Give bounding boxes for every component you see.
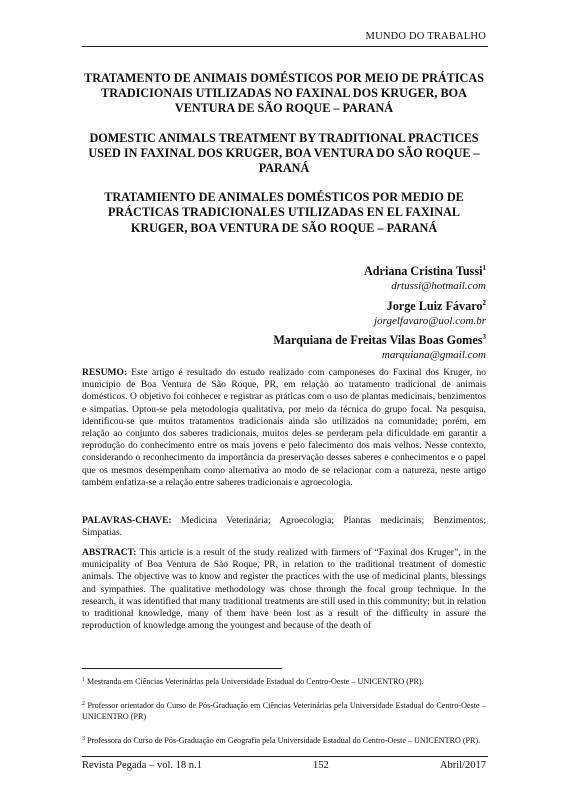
footnote-text: Mestranda em Ciências Veterinárias pela Universidade Estadual do Centro-Oeste – UNICENTRO (PR). xyxy=(85,677,424,686)
author-name: Marquiana de Freitas Vilas Boas Gomes$^3$ xyxy=(273,333,486,347)
footnote xyxy=(82,675,486,687)
footnote xyxy=(82,699,486,722)
page-number: 152 xyxy=(313,760,329,771)
footnote-text: Professor orientador do Curso de Pós-Graduação em Ciências Veterinárias pela Universidade Estadual do Centro-Oeste – UNICENTRO (PR) xyxy=(82,701,486,721)
footnote-number: 3 xyxy=(82,736,85,743)
title-english: DOMESTIC ANIMALS TREATMENT BY TRADITIONAL PRACTICES USED IN FAXINAL DOS KRUGER, BOA VENTURA DO SÃO ROQUE –PARANÁ xyxy=(88,130,480,176)
author-footnote-marker: 3 xyxy=(482,333,486,341)
author-footnote-marker: 1 xyxy=(482,264,486,272)
abstract-label: ABSTRACT: xyxy=(82,547,137,558)
author-email[interactable]: marquiana@gmail.com xyxy=(381,349,486,361)
page-footer xyxy=(82,760,486,771)
footnote-divider xyxy=(82,668,282,669)
author-name: Jorge Luiz Fávaro$^2$ xyxy=(386,298,486,313)
abstract-text: This article is a result of the study realized with farmers of “Faxinal dos Kruger”, in the municipality of Boa Ventura de São Roque, PR, in relation to the traditional treatment of domestic animals. The objective was to know and register the practices with the use of medicinal plants, blessings and sympathies. The qualitative methodology was chose through the focal group technique. In the research, it was identified that many traditional treatments are still used in this community; but in relation to traditional knowledge, many of them have been lost as a result of the difficulty in assure the reproduction of knowledge among the youngest and because of the death of xyxy=(82,547,486,632)
journal-citation: Revista Pegada – vol. 18 n.1 xyxy=(82,760,202,771)
keywords-text: Medicina Veterinária; Agroecologia; Plantas medicinais; Benzimentos; Simpatias. xyxy=(82,515,486,539)
issue-date: Abril/2017 xyxy=(439,760,486,771)
author-block xyxy=(273,260,486,364)
resumo-text: Este artigo é resultado do estudo realizado com camponeses do Faxinal dos Kruger, no município de Boa Ventura de São Roque, PR, em relação ao tratamento tradicional de animais domésticos. O objetivo foi conhecer e registrar as práticas com o uso de plantas medicinais, benzimentos e simpatias. Optou-se pela metodologia qualitativa, por meio da técnica do grupo focal. Na pesquisa, identificou-se que muitos tratamentos tradicionais ainda são utilizados na comunidade; porém, em relação ao conjunto dos saberes tradicionais, muitos deles se perderam pela dificuldade em garantir a reprodução do conhecimento entre os mais jovens e pelo falecimento dos mais velhos. Nesse contexto, considerando o reconhecimento da importância da preservação desses saberes e conhecimentos e o papel que os mesmos desempenham como alternativa ao modo de se relacionar com a natureza, neste artigo também enfatiza-se a relação entre saberes tradicionais e agroecologia. xyxy=(82,367,486,488)
resumo-paragraph xyxy=(82,367,486,489)
abstract-paragraph xyxy=(82,547,486,632)
title-spanish: TRATAMIENTO DE ANIMALES DOMÉSTICOS POR MEDIO DE PRÁCTICAS TRADICIONALES UTILIZADAS EN EL FAXINAL KRUGER, BOA VENTURA DE SÃO ROQUE – PARANÁ xyxy=(104,190,464,235)
title-block xyxy=(82,71,486,250)
header-divider xyxy=(82,46,488,47)
footnote xyxy=(82,734,486,746)
footnote-text: Professora do Curso de Pós-Graduação em Geografia pela Universidade Estadual do Centro-Oeste – UNICENTRO (PR). xyxy=(85,736,481,746)
footnote-number: 1 xyxy=(82,677,85,683)
author-email[interactable]: drtussi@hotmail.com xyxy=(391,280,486,292)
footnote-number: 2 xyxy=(82,701,85,708)
author-name: Adriana Cristina Tussi$^1$ xyxy=(363,264,486,278)
resumo-label: RESUMO: xyxy=(82,367,128,378)
section-header: MUNDO DO TRABALHO xyxy=(365,31,486,42)
footer-divider xyxy=(82,756,488,757)
title-portuguese: TRATAMENTO DE ANIMAIS DOMÉSTICOS POR MEIO DE PRÁTICAS TRADICIONAIS UTILIZADAS NO FAXINAL DOS KRUGER, BOA VENTURA DE SÃO ROQUE – PARANÁ xyxy=(84,71,484,116)
keywords-paragraph xyxy=(82,515,486,539)
author-footnote-marker: 2 xyxy=(482,298,486,307)
author-email[interactable]: jorgelfavaro@uol.com.br xyxy=(374,314,486,327)
footnotes xyxy=(82,675,486,759)
keywords-label: PALAVRAS-CHAVE: xyxy=(82,515,172,526)
